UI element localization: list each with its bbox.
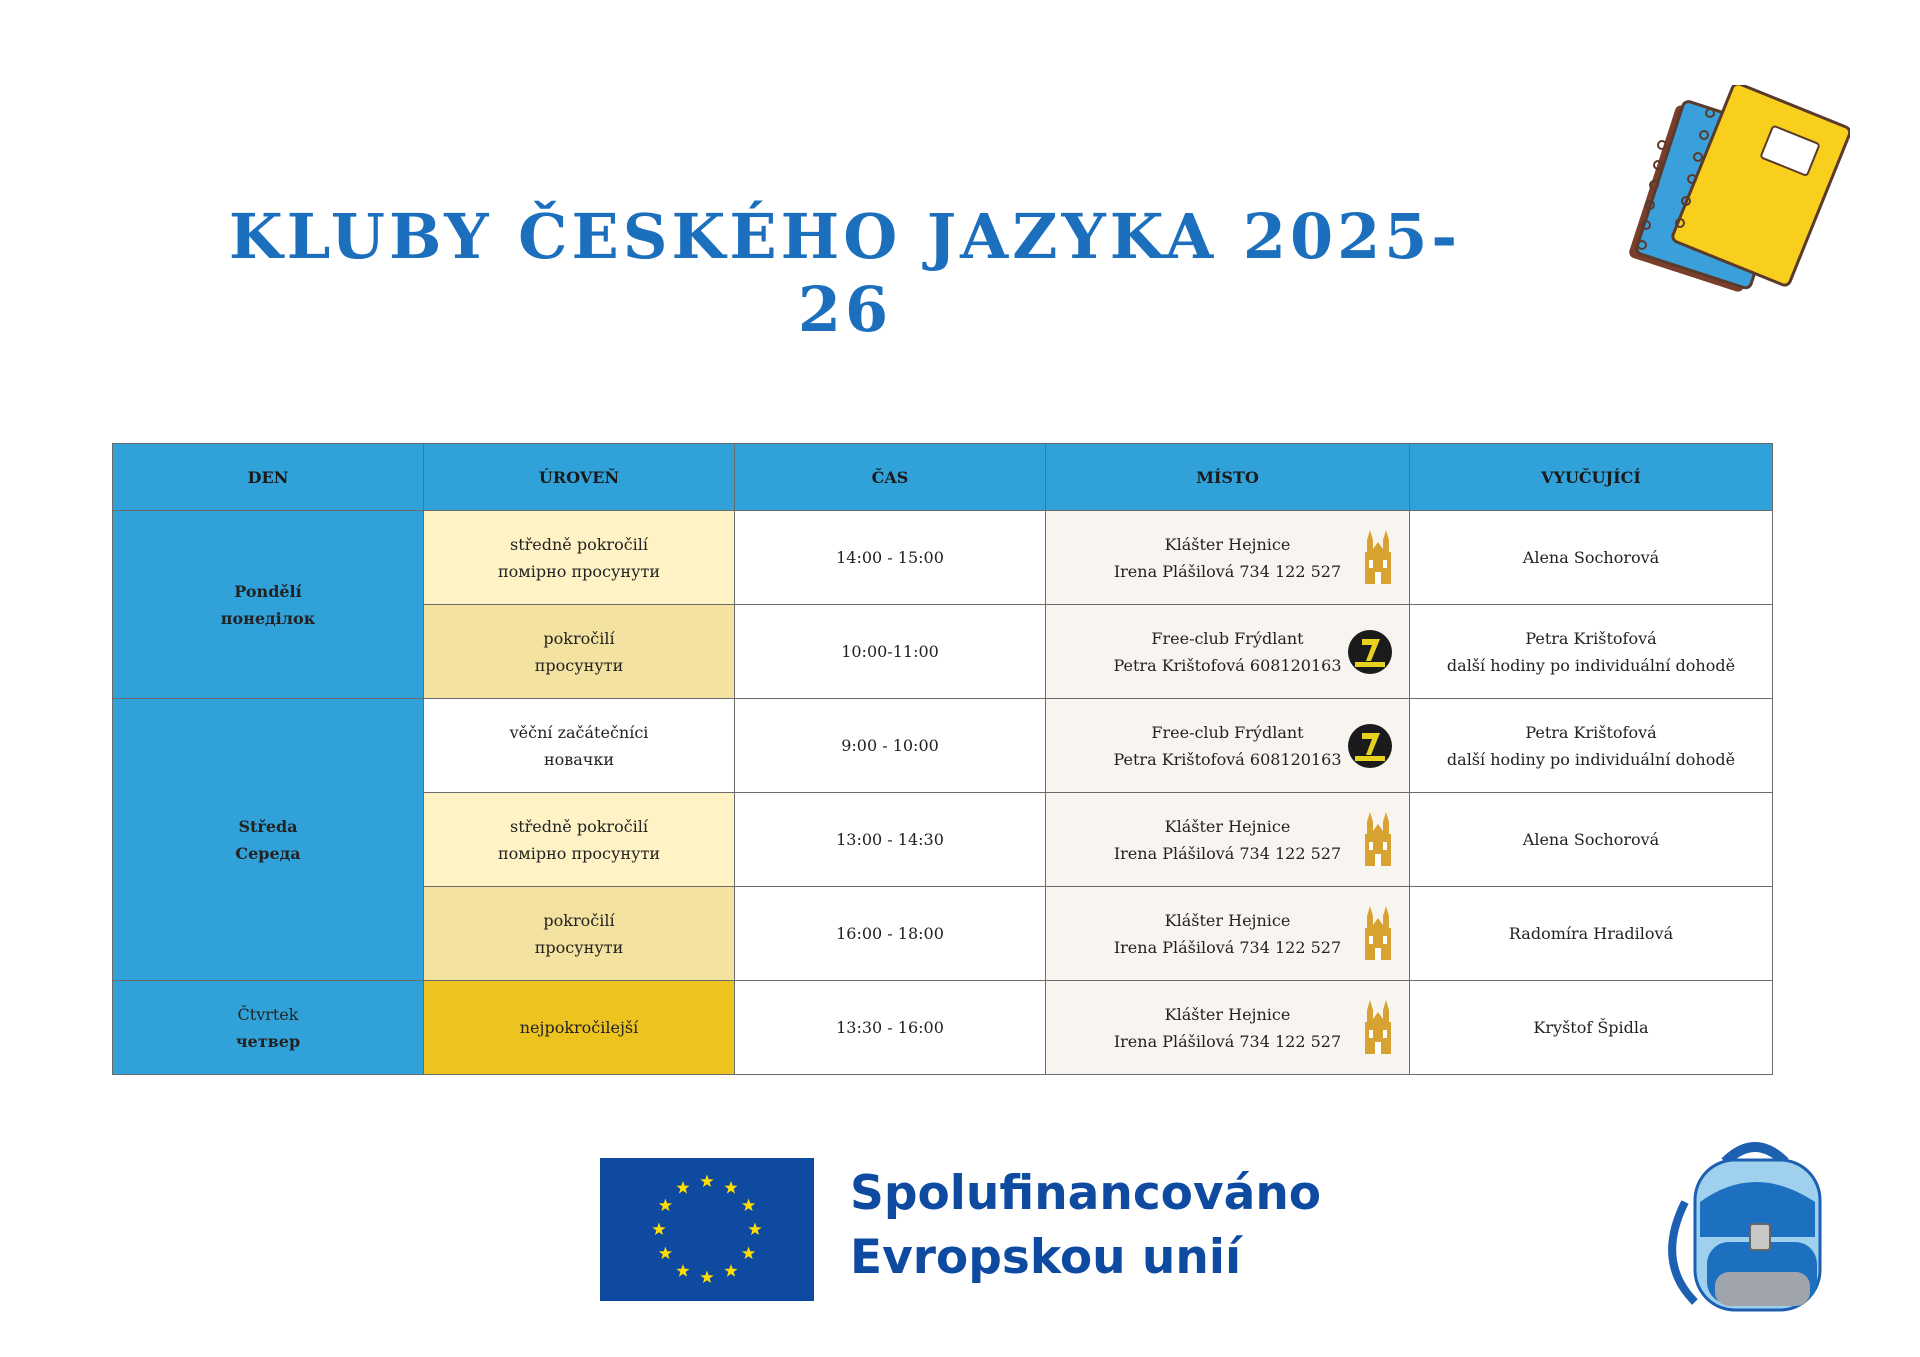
table-header-row (113, 444, 1773, 511)
day-name-ukrainian: четвер (235, 1031, 301, 1051)
church-icon (1363, 812, 1393, 868)
place-contact: Irena Plášilová 734 122 527 (1113, 1031, 1342, 1051)
time-cell: 14:00 - 15:00 (735, 511, 1046, 605)
level-ukrainian: помірно просунути (498, 843, 660, 863)
place-contact: Irena Plášilová 734 122 527 (1113, 937, 1342, 957)
day-name: Pondělí (234, 581, 302, 601)
place-name: Klášter Hejnice (1164, 1004, 1291, 1024)
day-name: Čtvrtek (237, 1004, 299, 1024)
day-name: Středa (238, 816, 298, 836)
level-czech: věční začátečníci (509, 722, 649, 742)
teacher-cell (1410, 511, 1773, 605)
header-uroven: ÚROVEŇ (424, 444, 735, 511)
backpack-icon (1655, 1132, 1855, 1317)
church-icon (1363, 906, 1393, 962)
place-name: Klášter Hejnice (1164, 910, 1291, 930)
place-name: Klášter Hejnice (1164, 534, 1291, 554)
place-name: Free-club Frýdlant (1151, 722, 1304, 742)
time-cell: 13:00 - 14:30 (735, 793, 1046, 887)
place-cell (1046, 605, 1410, 699)
schedule-table (112, 443, 1773, 1075)
level-cell (424, 981, 735, 1075)
time-cell: 13:30 - 16:00 (735, 981, 1046, 1075)
eu-funding-text (850, 1162, 1321, 1290)
place-name: Klášter Hejnice (1164, 816, 1291, 836)
free-club-logo-icon (1347, 723, 1393, 769)
day-cell-wednesday (113, 699, 424, 981)
level-cell (424, 699, 735, 793)
page-title: KLUBY ČESKÉHO JAZYKA 2025-26 (228, 200, 1462, 346)
header-den: DEN (113, 444, 424, 511)
level-czech: pokročilí (543, 910, 615, 930)
place-cell (1046, 887, 1410, 981)
level-cell (424, 605, 735, 699)
header-misto: MÍSTO (1046, 444, 1410, 511)
teacher-note: další hodiny po individuální dohodě (1446, 749, 1736, 769)
level-czech: středně pokročilí (509, 534, 649, 554)
level-ukrainian: помірно просунути (498, 561, 660, 581)
eu-flag-icon (600, 1158, 814, 1301)
level-cell (424, 887, 735, 981)
church-icon (1363, 530, 1393, 586)
teacher-cell (1410, 887, 1773, 981)
funding-line-2: Evropskou unií (850, 1230, 1242, 1285)
free-club-logo-icon (1347, 629, 1393, 675)
funding-line-1: Spolufinancováno (850, 1166, 1322, 1221)
teacher-note: další hodiny po individuální dohodě (1446, 655, 1736, 675)
day-name-ukrainian: понеділок (220, 608, 316, 628)
teacher-name: Petra Krištofová (1525, 722, 1657, 742)
church-icon (1363, 1000, 1393, 1056)
table-row (113, 981, 1773, 1075)
level-cell (424, 511, 735, 605)
teacher-name: Kryštof Špidla (1533, 1018, 1649, 1037)
place-contact: Petra Krištofová 608120163 (1113, 655, 1342, 675)
time-cell: 10:00-11:00 (735, 605, 1046, 699)
header-vyucujici: VYUČUJÍCÍ (1410, 444, 1773, 511)
place-contact: Irena Plášilová 734 122 527 (1113, 561, 1342, 581)
level-czech: pokročilí (543, 628, 615, 648)
teacher-cell (1410, 793, 1773, 887)
day-cell-monday (113, 511, 424, 699)
time-cell: 9:00 - 10:00 (735, 699, 1046, 793)
place-cell (1046, 981, 1410, 1075)
day-cell-thursday (113, 981, 424, 1075)
place-name: Free-club Frýdlant (1151, 628, 1304, 648)
place-cell (1046, 699, 1410, 793)
level-ukrainian: новачки (543, 749, 615, 769)
teacher-cell (1410, 699, 1773, 793)
time-cell: 16:00 - 18:00 (735, 887, 1046, 981)
level-czech: středně pokročilí (509, 816, 649, 836)
teacher-name: Alena Sochorová (1522, 830, 1660, 849)
table-row (113, 511, 1773, 605)
level-czech: nejpokročilejší (519, 1018, 639, 1037)
teacher-cell (1410, 981, 1773, 1075)
level-cell (424, 793, 735, 887)
teacher-cell (1410, 605, 1773, 699)
header-cas: ČAS (735, 444, 1046, 511)
place-contact: Irena Plášilová 734 122 527 (1113, 843, 1342, 863)
day-name-ukrainian: Середа (235, 843, 301, 863)
place-cell (1046, 793, 1410, 887)
place-cell (1046, 511, 1410, 605)
table-row (113, 699, 1773, 793)
notebooks-icon (1610, 85, 1850, 315)
teacher-name: Radomíra Hradilová (1508, 924, 1674, 943)
level-ukrainian: просунути (534, 937, 624, 957)
teacher-name: Alena Sochorová (1522, 548, 1660, 567)
level-ukrainian: просунути (534, 655, 624, 675)
teacher-name: Petra Krištofová (1525, 628, 1657, 648)
place-contact: Petra Krištofová 608120163 (1113, 749, 1342, 769)
